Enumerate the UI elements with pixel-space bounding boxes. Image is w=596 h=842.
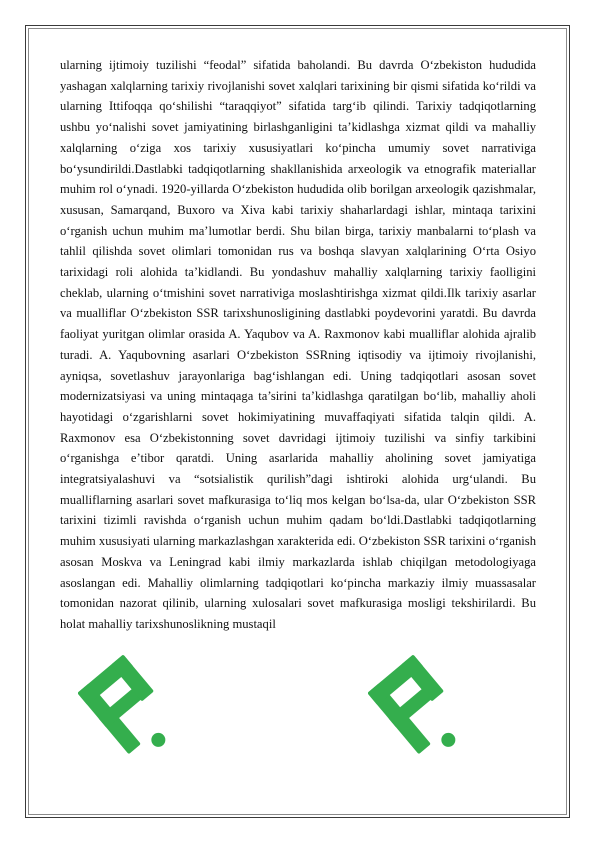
body-paragraph: ularning ijtimoiy tuzilishi “feodal” sifatida baholandi. Bu davrda O‘zbekiston hududida yashagan xalqlarning tarixiy rivojlanishi sovet xalqlari tarixining bir qismi sifatida ko‘rildi va ularning Ittifoqqa qo‘shilishi “taraqqiyot” sifatida targ‘ib qilindi. Tarixiy tadqiqotlarning ushbu yo‘nalishi sovet jamiyatining birlashganligini ta’kidlashga xizmat qildi va mahalliy xalqlarning o‘ziga xos tarixiy xususiyatlari ko‘pincha umumiy sovet narrativiga bo‘ysundirildi.Dastlabki tadqiqotlarning shakllanishida arxeologik va etnografik materiallar muhim rol o‘ynadi. 1920-yillarda O‘zbekiston hududida olib borilgan arxeologik qazishmalar, xususan, Samarqand, Buxoro va Xiva kabi tarixiy shaharlardagi ishlar, mintaqa tarixini o‘rganish uchun muhim ma’lumotlar berdi. Shu bilan birga, tarixiy manbalarni to‘plash va tahlil qilishda sovet olimlari tomonidan rus va boshqa slavyan xalqlarining O‘rta Osiyo tarixidagi roli alohida ta’kidlandi. Bu yondashuv mahalliy xalqlarning tarixiy faolligini cheklab, ularning o‘tmishini sovet narrativiga moslashtirishga xizmat qildi.Ilk tarixiy asarlar va mualliflar O‘zbekiston SSR tarixshunosligining dastlabki poydevorini yaratdi. Bu davrda faoliyat yuritgan olimlar orasida A. Yaqubov va A. Raxmonov kabi mualliflar alohida ajralib turadi. A. Yaqubovning asarlari O‘zbekiston SSRning iqtisodiy va ijtimoiy rivojlanishi, ayniqsa, sovetlashuv jarayonlariga bag‘ishlangan edi. Uning tadqiqotlari asosan sovet modernizatsiyasi va uning mintaqaga ta’sirini ta’kidlashga qaratilgan bo‘lib, mahalliy aholi hayotidagi o‘zgarishlarni sovet hokimiyatining muvaffaqiyati sifatida talqin qildi. A. Raxmonov esa O‘zbekistonning sovet davridagi ijtimoiy tuzilishi va sinfiy tarkibini o‘rganishga e’tibor qaratdi. Uning asarlarida mahalliy aholining sovet jamiyatiga integratsiyalashuvi va “sotsialistik qurilish”dagi ishtiroki alohida urg‘ulandi. Bu mualliflarning asarlari sovet mafkurasiga to‘liq mos kelgan bo‘lsa-da, ular O‘zbekiston SSR tarixini tizimli ravishda o‘rganish uchun muhim qadam bo‘ldi.Dastlabki tadqiqotlarning muhim xususiyati ularning markazlashgan xarakterida edi. O‘zbekiston SSR tarixini o‘rganish asosan Moskva va Leningrad kabi ilmiy markazlarda ishlab chiqilgan metodologiyaga asoslangan edi. Mahalliy olimlarning tadqiqotlari ko‘pincha markaziy ilmiy muassasalar tomonidan nazorat qilinib, ularning xulosalari sovet mafkurasiga mosligi tekshirilardi. Bu holat mahalliy tarixshunoslikning mustaqil (60, 58, 536, 631)
